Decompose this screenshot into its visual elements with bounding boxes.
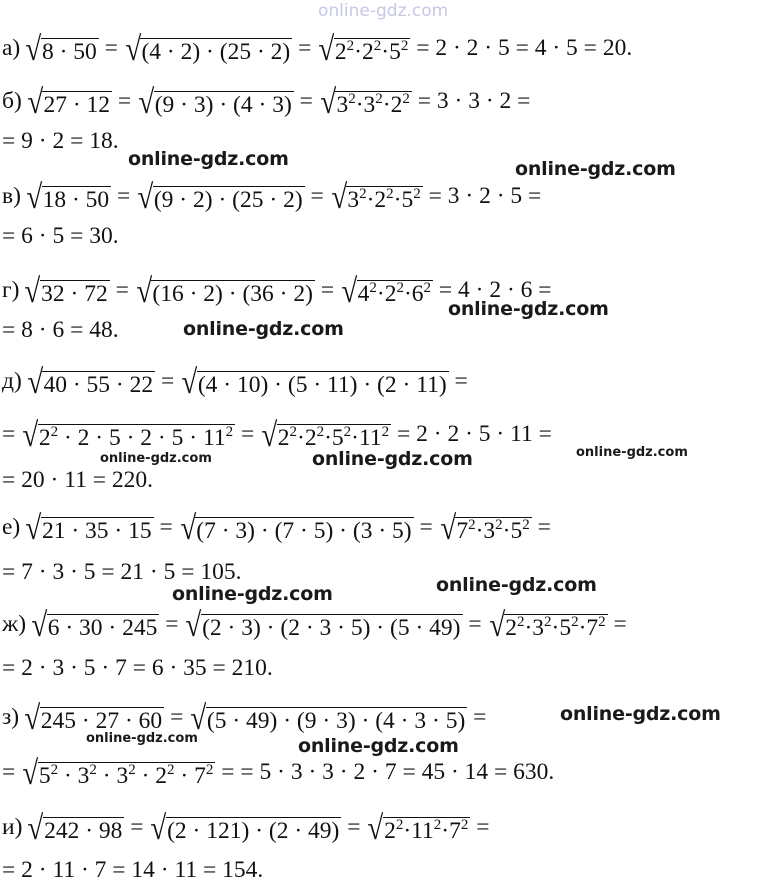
- factor: ·3: [355, 92, 376, 118]
- radical: [340, 273, 433, 310]
- problem-label: а): [2, 35, 21, 61]
- radical: [26, 364, 155, 401]
- exponent: 2: [225, 424, 234, 440]
- factor: ·11: [351, 425, 382, 451]
- exponent: 2: [167, 762, 175, 778]
- radicand: 8 · 50: [41, 39, 97, 65]
- exponent: 2: [289, 424, 298, 440]
- problem-label: е): [2, 514, 21, 540]
- radical-sign: √: [181, 364, 198, 401]
- exponent: 2: [346, 38, 355, 54]
- watermark-text: online-gdz.com: [100, 451, 212, 466]
- radicand: 245 · 27 · 60: [40, 708, 163, 734]
- math-text: =: [235, 421, 261, 447]
- factor: ·5: [324, 425, 344, 451]
- radical-sign: √: [320, 84, 337, 121]
- factor: ·5: [551, 615, 572, 641]
- factor: 2: [384, 818, 396, 844]
- math-text: =: [467, 704, 487, 730]
- exponent: 2: [89, 762, 97, 778]
- factor: · 3: [58, 763, 90, 789]
- continuation-line: = 20 · 11 = 220.: [2, 467, 153, 493]
- exponent: 2: [375, 91, 383, 107]
- factor: ·5: [393, 187, 414, 213]
- radical-sign: √: [27, 364, 44, 401]
- factor: ·5: [502, 518, 523, 544]
- radical-sign: √: [27, 810, 44, 847]
- exponent: 2: [50, 762, 59, 778]
- radical-sign: √: [331, 179, 347, 216]
- radical: [26, 84, 112, 121]
- radical-sign: √: [22, 755, 39, 792]
- factor: ·5: [381, 39, 401, 65]
- factor: · 3: [96, 763, 129, 789]
- radical-sign: √: [318, 31, 335, 68]
- radical: [330, 179, 423, 216]
- factor: ·6: [403, 281, 424, 307]
- math-text: =: [2, 421, 22, 447]
- factor: 5: [38, 763, 51, 789]
- radical: [439, 510, 532, 547]
- factor: 4: [357, 281, 370, 307]
- math-text: = 2 · 2 · 5 · 11 =: [397, 421, 552, 447]
- math-text: =: [124, 814, 150, 840]
- factor: ·2: [376, 281, 397, 307]
- exponent: 2: [386, 186, 394, 202]
- radicand: [277, 424, 391, 450]
- math-text: = 3 · 2 · 5 =: [422, 183, 542, 209]
- radical-sign: √: [25, 31, 42, 68]
- radical: [21, 417, 235, 454]
- exponent: 2: [205, 762, 214, 778]
- math-text: =: [293, 88, 319, 114]
- radicand: (2 · 3) · (2 · 3 · 5) · (5 · 49): [202, 615, 461, 641]
- problem-line: [2, 700, 487, 737]
- exponent: 2: [381, 424, 390, 440]
- exponent: 2: [348, 91, 356, 107]
- radical-sign: √: [31, 607, 48, 644]
- exponent: 2: [316, 424, 325, 440]
- exponent: 2: [343, 424, 352, 440]
- watermark-text: online-gdz.com: [128, 148, 289, 170]
- radicand: (2 · 121) · (2 · 49): [167, 818, 340, 844]
- radical: [260, 417, 391, 454]
- problem-label: ж): [2, 611, 27, 637]
- radicand: 18 · 50: [42, 187, 110, 213]
- factor: 7: [456, 518, 469, 544]
- problem-label: б): [2, 88, 22, 114]
- math-text: =: [470, 814, 490, 840]
- problem-label: з): [2, 704, 20, 730]
- radicand: [383, 817, 470, 843]
- problem-label: и): [2, 814, 23, 840]
- radicand: [335, 91, 411, 117]
- radical: [488, 607, 608, 644]
- radical: [317, 31, 410, 68]
- problem-line: [2, 364, 468, 401]
- radical-sign: √: [261, 417, 278, 454]
- radicand: [334, 38, 410, 64]
- math-text: = 2 · 2 · 5 = 4 · 5 = 20.: [410, 35, 633, 61]
- exponent: 2: [516, 614, 525, 630]
- radical-sign: √: [150, 810, 167, 847]
- radicand: [38, 424, 235, 450]
- watermark-text: online-gdz.com: [318, 1, 449, 21]
- factor: 2: [505, 615, 517, 641]
- factor: ·2: [297, 425, 317, 451]
- radical-sign: √: [341, 273, 358, 310]
- radical: [319, 84, 412, 121]
- math-text: = 5 · 3 · 3 · 2 · 7 = 45 · 14 = 630.: [240, 759, 555, 785]
- radical: [149, 810, 341, 847]
- radical-sign: √: [138, 84, 155, 121]
- exponent: 2: [423, 280, 432, 296]
- watermark-text: online-gdz.com: [515, 158, 676, 180]
- math-text: = 3 · 3 · 2 =: [411, 88, 531, 114]
- watermark-text: online-gdz.com: [312, 448, 473, 470]
- radical: [136, 179, 304, 216]
- factor: 2: [334, 39, 347, 65]
- watermark-text: online-gdz.com: [183, 318, 344, 340]
- problem-line: [2, 84, 531, 121]
- radicand: [38, 762, 216, 788]
- math-text: =: [98, 35, 124, 61]
- radical: [189, 700, 467, 737]
- factor: 2: [277, 425, 290, 451]
- exponent: 2: [400, 38, 409, 54]
- radicand: 6 · 30 · 245: [47, 615, 158, 641]
- radical-sign: √: [24, 700, 41, 737]
- continuation-line: = 7 · 3 · 5 = 21 · 5 = 105.: [2, 559, 242, 585]
- radicand: (7 · 3) · (7 · 5) · (3 · 5): [196, 518, 412, 544]
- factor: ·2: [354, 39, 374, 65]
- radical: [24, 510, 153, 547]
- math-text: =: [112, 88, 138, 114]
- exponent: 2: [369, 280, 377, 296]
- continuation-line: = 2 · 3 · 5 · 7 = 6 · 35 = 210.: [2, 655, 273, 681]
- exponent: 2: [373, 38, 382, 54]
- factor: ·11: [403, 818, 434, 844]
- radical: [135, 273, 315, 310]
- factor: 3: [336, 92, 349, 118]
- math-text: =: [448, 368, 468, 394]
- radicand: (9 · 2) · (25 · 2): [153, 187, 303, 213]
- radicand: [357, 280, 433, 306]
- radicand: 32 · 72: [41, 281, 108, 307]
- problem-label: г): [2, 277, 20, 303]
- radical: [21, 755, 215, 792]
- math-text: = 4 · 2 · 6 =: [433, 277, 552, 303]
- radical: [30, 607, 159, 644]
- math-text: =: [341, 814, 367, 840]
- radicand: 27 · 12: [43, 92, 111, 118]
- continuation-line: = 9 · 2 = 18.: [2, 128, 119, 154]
- radical: [23, 700, 164, 737]
- math-text: =: [164, 704, 190, 730]
- radical-sign: √: [22, 417, 39, 454]
- radical: [23, 273, 109, 310]
- math-text: =: [304, 183, 330, 209]
- radical-sign: √: [25, 510, 42, 547]
- exponent: 2: [402, 91, 410, 107]
- math-text: =: [159, 611, 185, 637]
- watermark-text: online-gdz.com: [436, 574, 597, 596]
- radicand: (5 · 49) · (9 · 3) · (4 · 3 · 5): [206, 708, 466, 734]
- problem-line: [2, 510, 551, 547]
- math-text: =: [215, 759, 241, 785]
- problem-line: [2, 179, 542, 216]
- radical-sign: √: [440, 510, 456, 547]
- watermark-text: online-gdz.com: [448, 298, 609, 320]
- radicand: 21 · 35 · 15: [41, 518, 152, 544]
- radicand: (16 · 2) · (36 · 2): [152, 281, 313, 307]
- radicand: 242 · 98: [44, 818, 123, 844]
- radical-sign: √: [136, 273, 153, 310]
- factor: 3: [347, 187, 360, 213]
- exponent: 2: [460, 817, 469, 833]
- radical-sign: √: [367, 810, 384, 847]
- exponent: 2: [413, 186, 421, 202]
- exponent: 2: [571, 614, 579, 630]
- problem-label: в): [2, 183, 21, 209]
- factor: · 2: [135, 763, 168, 789]
- radical-sign: √: [26, 179, 43, 216]
- problem-line: [2, 31, 633, 68]
- exponent: 2: [598, 614, 606, 630]
- exponent: 2: [50, 424, 59, 440]
- math-text: =: [292, 35, 318, 61]
- radicand: 40 · 55 · 22: [43, 372, 154, 398]
- radical: [366, 810, 470, 847]
- math-text: =: [155, 368, 181, 394]
- math-text: =: [111, 183, 137, 209]
- exponent: 2: [495, 517, 503, 533]
- exponent: 2: [395, 817, 404, 833]
- exponent: 2: [522, 517, 530, 533]
- exponent: 2: [468, 517, 476, 533]
- math-text: =: [109, 277, 135, 303]
- factor: ·2: [382, 92, 403, 118]
- math-text: =: [531, 514, 551, 540]
- exponent: 2: [433, 817, 442, 833]
- radical-sign: √: [488, 607, 505, 644]
- radical: [180, 364, 449, 401]
- exponent: 2: [128, 762, 136, 778]
- radical: [25, 179, 111, 216]
- radicand: [346, 186, 422, 212]
- math-text: =: [413, 514, 439, 540]
- factor: ·2: [366, 187, 387, 213]
- problem-label: д): [2, 368, 22, 394]
- exponent: 2: [359, 186, 367, 202]
- radical-sign: √: [24, 273, 41, 310]
- radical: [26, 810, 124, 847]
- radical-sign: √: [27, 84, 44, 121]
- problem-line: [2, 810, 490, 847]
- factor: 2: [38, 425, 51, 451]
- exponent: 2: [396, 280, 404, 296]
- math-text: =: [462, 611, 488, 637]
- radicand: (4 · 10) · (5 · 11) · (2 · 11): [197, 372, 447, 398]
- watermark-text: online-gdz.com: [298, 735, 459, 757]
- continuation-line: = 2 · 11 · 7 = 14 · 11 = 154.: [2, 857, 264, 883]
- factor: · 2 · 5 · 2 · 5 · 11: [58, 425, 226, 451]
- watermark-text: online-gdz.com: [172, 583, 333, 605]
- math-text: =: [607, 611, 627, 637]
- math-text: =: [153, 514, 179, 540]
- radical-sign: √: [137, 179, 154, 216]
- continuation-line: [2, 755, 555, 792]
- radical: [184, 607, 462, 644]
- radical-sign: √: [180, 510, 196, 547]
- continuation-line: [2, 417, 552, 454]
- radicand: (4 · 2) · (25 · 2): [141, 39, 291, 65]
- radicand: [455, 517, 531, 543]
- watermark-text: online-gdz.com: [86, 731, 198, 746]
- factor: ·3: [475, 518, 496, 544]
- radical-sign: √: [185, 607, 202, 644]
- radical: [124, 31, 292, 68]
- radicand: (9 · 3) · (4 · 3): [154, 92, 292, 118]
- radical: [24, 31, 99, 68]
- continuation-line: = 6 · 5 = 30.: [2, 223, 119, 249]
- factor: · 7: [174, 763, 206, 789]
- watermark-text: online-gdz.com: [576, 445, 688, 460]
- radical: [179, 510, 414, 547]
- exponent: 2: [544, 614, 552, 630]
- factor: ·7: [441, 818, 461, 844]
- factor: ·7: [578, 615, 599, 641]
- math-text: =: [314, 277, 340, 303]
- factor: ·3: [524, 615, 545, 641]
- radicand: [504, 614, 607, 640]
- watermark-text: online-gdz.com: [560, 703, 721, 725]
- radical-sign: √: [190, 700, 207, 737]
- radical-sign: √: [125, 31, 142, 68]
- radical: [137, 84, 294, 121]
- continuation-line: = 8 · 6 = 48.: [2, 317, 119, 343]
- math-text: =: [2, 759, 22, 785]
- problem-line: [2, 607, 627, 644]
